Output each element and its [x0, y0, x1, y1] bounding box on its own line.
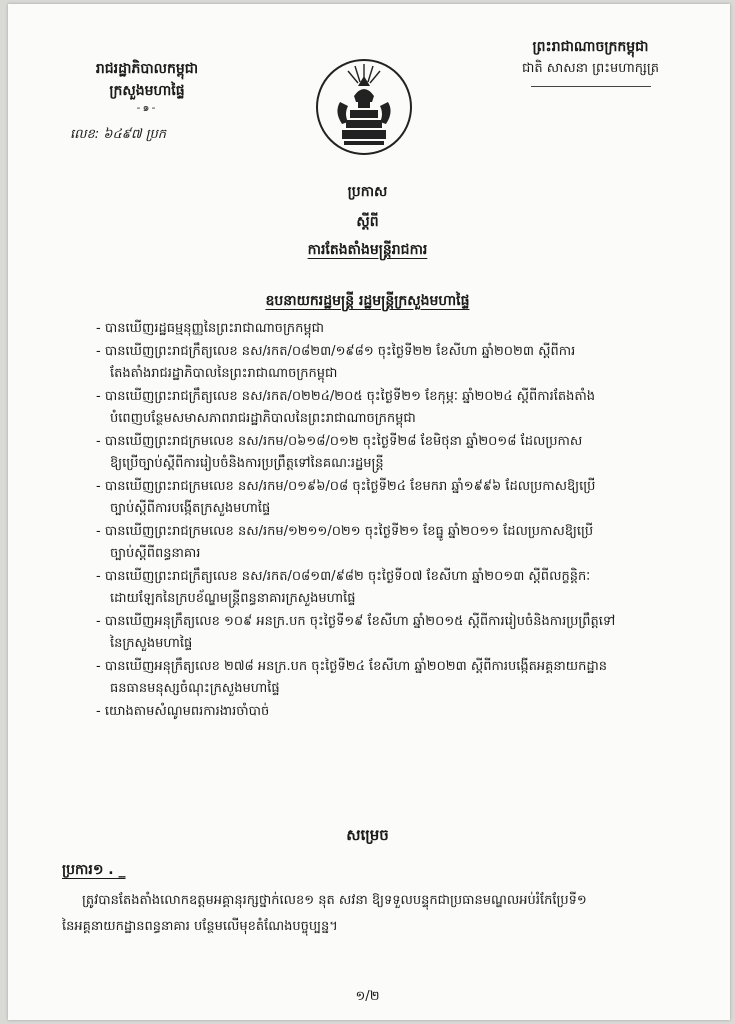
issuer-title [0, 291, 735, 312]
clause-item [96, 341, 706, 386]
clause-item [96, 431, 706, 476]
clause-item [96, 476, 706, 521]
clause-item [96, 566, 706, 611]
subject-text: ការតែងតាំងមន្ត្រីរាជការ [307, 242, 428, 258]
clause-continuation: ច្បាប់ស្ដីពីការបង្កើតក្រសួងមហាផ្ទៃ [110, 501, 271, 516]
article-1-body [62, 888, 702, 940]
clause-continuation: តែងតាំងរាជរដ្ឋាភិបាលនៃព្រះរាជាណាចក្រកម្ពុជា [110, 366, 338, 381]
article-1-line: នៃអគ្គនាយកដ្ឋានពន្ធនាគារ បន្ថែមលើមុខតំណែងបច្ចុប្បន្ន។ [62, 919, 338, 934]
document-subject [0, 240, 735, 261]
clause-continuation: នៃក្រសួងមហាផ្ទៃ [110, 636, 193, 651]
clause-line: - បានឃើញអនុក្រឹត្យលេខ ១០៩ អនក្រ.បក ចុះថ្ងៃទី១៩ ខែសីហា ឆ្នាំ២០១៥ ស្ដីពីការរៀបចំនិងការប្រព្រឹត្តទៅ [96, 613, 616, 629]
clause-line: - បានឃើញព្រះរាជក្រឹត្យលេខ នស/រកត/០២២៤/២០៥ ចុះថ្ងៃទី២១ ខែកុម្ភៈ ឆ្នាំ២០២៤ ស្ដីពីការតែងតាំង [96, 388, 596, 404]
clause-line: - បានឃើញរដ្ឋធម្មនុញ្ញនៃព្រះរាជាណាចក្រកម្ពុជា [96, 321, 324, 336]
clause-item [96, 386, 706, 431]
header-left [62, 58, 232, 114]
clause-item [96, 656, 706, 701]
article-1-line: ត្រូវបានតែងតាំងលោកឧត្តមអគ្គានុរក្សថ្នាក់លេខ១ នុត សវនា ឱ្យទទួលបន្ទុកជាប្រធានមណ្ឌលអប់រំកែប្រែទី១ [82, 893, 587, 908]
clause-item [96, 318, 706, 341]
issuer-text: ឧបនាយករដ្ឋមន្ត្រី រដ្ឋមន្ត្រីក្រសួងមហាផ្ទៃ [265, 293, 470, 309]
clause-item [96, 701, 706, 724]
page-number: ១/២ [355, 989, 380, 1004]
motto-divider [531, 86, 651, 91]
article-1-heading: ប្រការ១ . _ [62, 862, 126, 878]
title-on: ស្ដីពី [356, 214, 379, 230]
clause-line: - បានឃើញព្រះរាជក្រឹត្យលេខ នស/រកត/០៨១៣/៩៨២ ចុះថ្ងៃទី០៧ ខែសីហា ឆ្នាំ២០១៣ ស្ដីពីលក្ខន្តិកៈ [96, 568, 591, 584]
decision-heading: សម្រេច [346, 826, 389, 844]
clause-line: - បានឃើញព្រះរាជក្រមលេខ នស/រកម/១២១១/០២១ ចុះថ្ងៃទី២១ ខែធ្នូ ឆ្នាំ២០១១ ដែលប្រកាសឱ្យប្រើ [96, 523, 594, 539]
clause-line: - បានឃើញព្រះរាជក្រមលេខ នស/រកម/០១៩៦/០៨ ចុះថ្ងៃទី២៤ ខែមករា ឆ្នាំ១៩៩៦ ដែលប្រកាសឱ្យប្រើ [96, 478, 596, 494]
clause-continuation: ច្បាប់ស្ដីពីពន្ធនាគារ [110, 546, 201, 561]
header-right [488, 36, 693, 91]
clause-line: - បានឃើញព្រះរាជក្រមលេខ នស/រកម/០៦១៨/០១២ ចុះថ្ងៃទី២៨ ខែមិថុនា ឆ្នាំ២០១៨ ដែលប្រកាស [96, 433, 583, 449]
government-name: រាជរដ្ឋាភិបាលកម្ពុជា [95, 61, 199, 77]
clause-continuation: ធនធានមនុស្សចំណុះក្រសួងមហាផ្ទៃ [110, 681, 280, 696]
clause-line: - បានឃើញព្រះរាជក្រឹត្យលេខ នស/រកត/០៨២៣/១៩៨១ ចុះថ្ងៃទី២២ ខែសីហា ឆ្នាំ២០២៣ ស្ដីពីការ [96, 343, 576, 359]
kingdom-name: ព្រះរាជាណាចក្រកម្ពុជា [532, 39, 649, 55]
preamble-clauses [96, 318, 706, 723]
clause-line: - បានឃើញអនុក្រឹត្យលេខ ២៧៨ អនក្រ.បក ចុះថ្ងៃទី២៤ ខែសីហា ឆ្នាំ២០២៣ ស្ដីពីការបង្កើតអគ្គនាយកដ្ឋាន [96, 658, 608, 674]
reference-number: លេខ: ៦៤៩៧ ប្រក [70, 127, 167, 142]
header-ornament: -๑- [136, 101, 158, 114]
clause-continuation: បំពេញបន្ថែមសមាសភាពរាជរដ្ឋាភិបាលនៃព្រះរាជាណាចក្រកម្ពុជា [110, 411, 416, 426]
national-motto: ជាតិ សាសនា ព្រះមហាក្សត្រ [522, 61, 659, 76]
clause-continuation: ដោយឡែកនៃក្របខ័ណ្ឌមន្ត្រីពន្ធនាគារក្រសួងមហាផ្ទៃ [110, 591, 356, 606]
clause-line: - យោងតាមសំណូមពរការងារចាំបាច់ [96, 703, 270, 719]
document-type: ប្រកាស [347, 184, 388, 200]
royal-emblem-icon [314, 52, 414, 162]
clause-item [96, 611, 706, 656]
clause-item [96, 521, 706, 566]
clause-continuation: ឱ្យប្រើច្បាប់ស្ដីពីការរៀបចំនិងការប្រព្រឹត្តទៅនៃគណៈរដ្ឋមន្ត្រី [110, 456, 384, 471]
ministry-name: ក្រសួងមហាផ្ទៃ [109, 83, 185, 99]
